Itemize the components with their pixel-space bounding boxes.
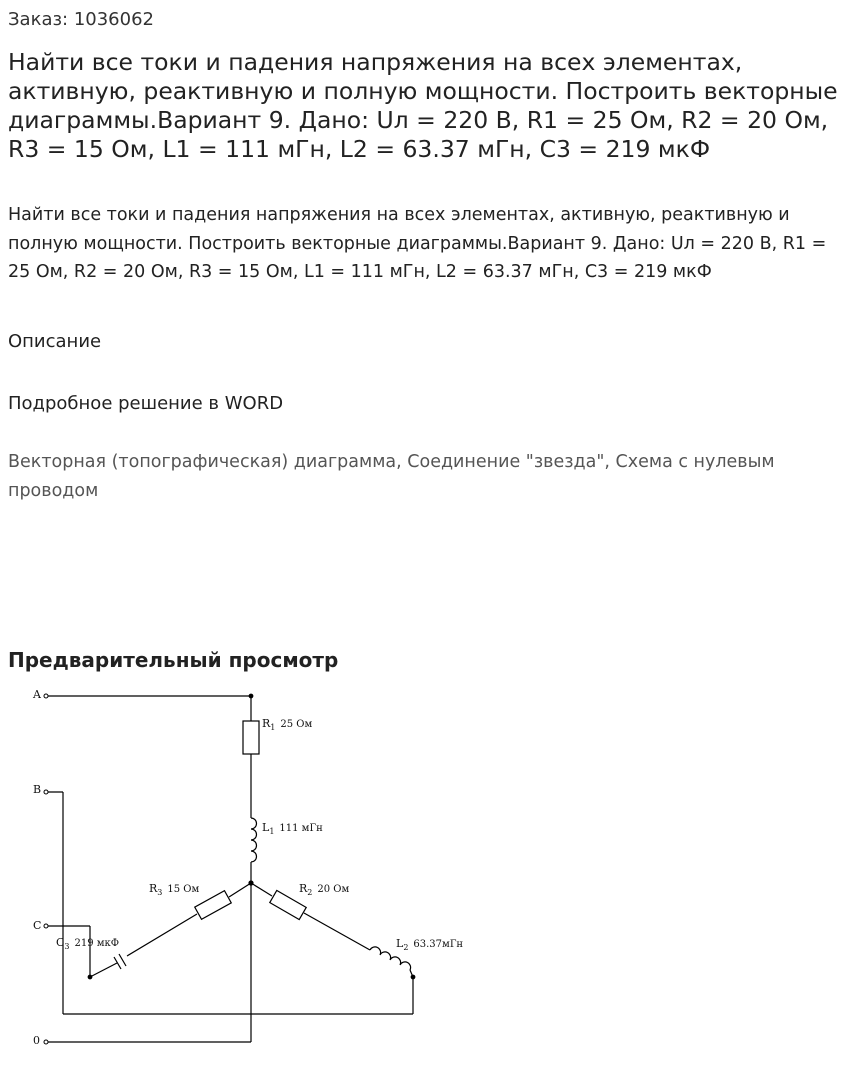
- resistor-r3: [195, 891, 232, 920]
- tags-list: Векторная (топографическая) диаграмма, Соединение "звезда", Схема с нулевым проводом: [8, 452, 775, 501]
- terminal-c-label: C: [33, 919, 42, 932]
- terminal-zero-label: 0: [33, 1034, 40, 1047]
- preview-heading: Предварительный просмотр: [8, 648, 339, 672]
- r1-label: $R_1$ 25 Ом: [262, 717, 313, 732]
- l1-label: $L_1$ 111 мГн: [262, 821, 323, 836]
- capacitor-c3-plate2: [114, 957, 121, 969]
- capacitor-c3-plate1: [119, 954, 126, 966]
- inductor-l1: [251, 818, 257, 862]
- l2-label: $L_2$ 63.37мГн: [396, 937, 464, 952]
- r3-label: $R_3$ 15 Ом: [149, 882, 200, 897]
- order-number: Заказ: 1036062: [8, 9, 154, 30]
- task-description: Найти все токи и падения напряжения на всех элементах, активную, реактивную и полную мощности. Построить векторные диаграммы.Вариант 9. Дано: Uл = 220 В, R1 = 25 Ом, R2 = 20 Ом, R3 = 15 Ом, L1 = 111 мГн, L2 = 63.37 мГн, C3 = 219 мкФ: [8, 205, 827, 282]
- r2-label: $R_2$ 20 Ом: [299, 882, 350, 897]
- solution-note: Подробное решение в WORD: [8, 393, 284, 414]
- resistor-r1: [243, 721, 259, 754]
- description-heading: Описание: [8, 331, 102, 352]
- terminal-b-label: B: [33, 783, 42, 796]
- terminal-a-label: A: [33, 688, 41, 701]
- c3-label: $C_3$ 219 мкФ: [56, 936, 120, 951]
- page-title: Найти все токи и падения напряжения на всех элементах, активную, реактивную и полную мощности. Построить векторные диаграммы.Вариант 9. Дано: Uл = 220 В, R1 = 25 Ом, R2 = 20 Ом, R3 = 15 Ом, L1 = 111 мГн, L2 = 63.37 мГн, C3 = 219 мкФ: [8, 48, 838, 163]
- circuit-diagram: [0, 680, 520, 1060]
